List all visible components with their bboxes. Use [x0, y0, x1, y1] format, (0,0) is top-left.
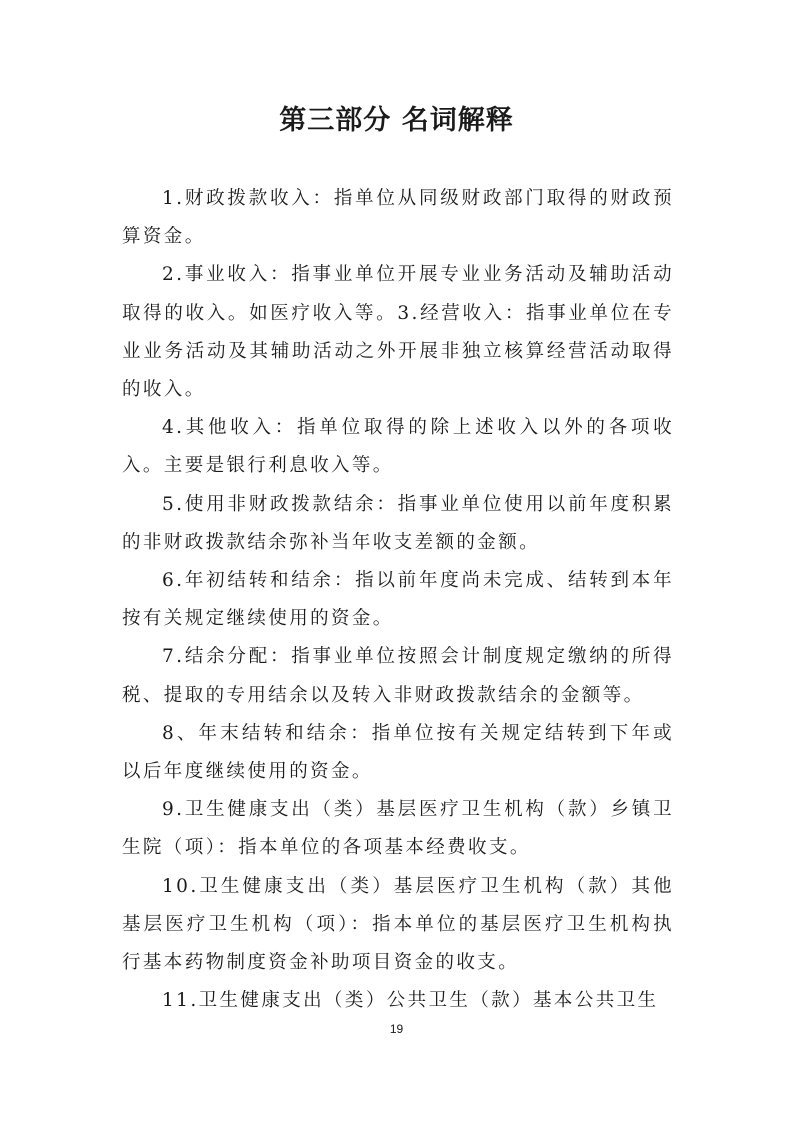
definition-paragraph: 11.卫生健康支出（类）公共卫生（款）基本公共卫生: [162, 990, 659, 1012]
page-title: 第三部分 名词解释: [279, 105, 514, 136]
definition-paragraph: 10.卫生健康支出（类）基层医疗卫生机构（款）其他基层医疗卫生机构（项）：指本单位的基层医疗卫生机构执行基本药物制度资金补助项目资金的收支。: [122, 875, 674, 974]
definition-paragraph: 9.卫生健康支出（类）基层医疗卫生机构（款）乡镇卫生院（项）：指本单位的各项基本经费收支。: [122, 799, 674, 859]
definition-paragraph: 7.结余分配：指事业单位按照会计制度规定缴纳的所得税、提取的专用结余以及转入非财政拨款结余的金额等。: [122, 646, 674, 706]
definition-paragraph: 4.其他收入：指单位取得的除上述收入以外的各项收入。主要是银行利息收入等。: [122, 417, 674, 477]
definition-paragraph: 8、年末结转和结余：指单位按有关规定结转到下年或以后年度继续使用的资金。: [122, 722, 674, 783]
definition-paragraph: 5.使用非财政拨款结余：指事业单位使用以前年度积累的非财政拨款结余弥补当年收支差额的金额。: [122, 493, 674, 553]
definition-paragraph: 1.财政拨款收入：指单位从同级财政部门取得的财政预算资金。: [122, 188, 674, 248]
definitions-body: [122, 180, 674, 1020]
definition-paragraph: 6.年初结转和结余：指以前年度尚未完成、结转到本年按有关规定继续使用的资金。: [122, 570, 674, 630]
definition-paragraph: 2.事业收入：指事业单位开展专业业务活动及辅助活动取得的收入。如医疗收入等。3.经营收入：指事业单位在专业业务活动及其辅助活动之外开展非独立核算经营活动取得的收入。: [122, 264, 674, 401]
page-number: 19: [389, 1022, 404, 1036]
